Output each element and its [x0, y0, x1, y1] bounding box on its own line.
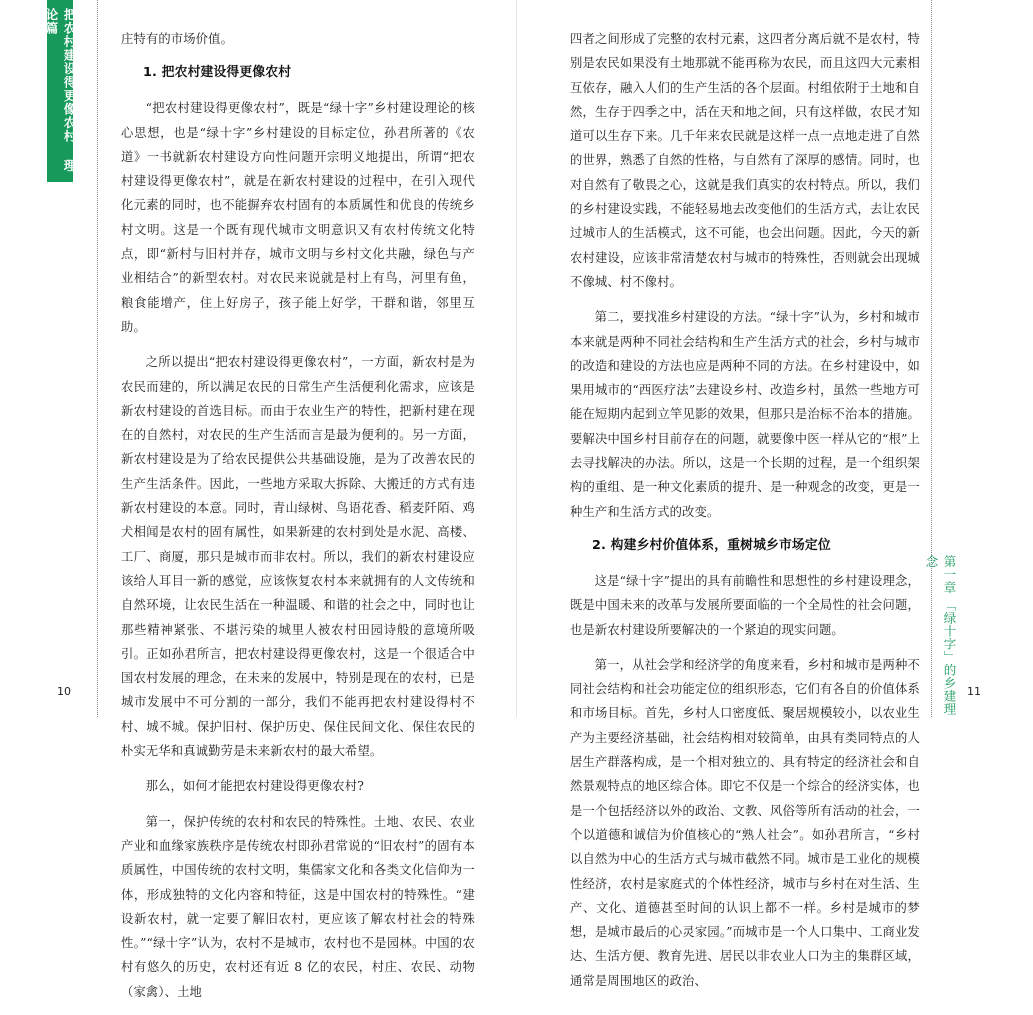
- body-paragraph: “把农村建设得更像农村”，既是“绿十字”乡村建设理论的核心思想，也是“绿十字”乡村建设的目标定位，孙君所著的《农道》一书就新农村建设方向性问题开宗明义地提出，所谓“把农村建设得更像农村”，就是在新农村建设的过程中，在引入现代化元素的同时，也不能摒弃农村固有的本质属性和优良的传统乡村文明。这是一个既有现代城市文明意识又有农村传统文化特点，即“新村与旧村并存，城市文明与乡村文化共融，绿色与产业相结合”的新型农村。对农民来说就是村上有鸟，河里有鱼，粮食能增产，住上好房子，孩子能上好学，干群和谐，邻里互助。: [121, 101, 475, 334]
- body-paragraph: 那么，如何才能把农村建设得更像农村?: [145, 779, 364, 794]
- right-side-tab: 第一章 「绿十字」的乡建理念: [924, 555, 957, 716]
- section-heading: 1. 把农村建设得更像农村: [143, 65, 292, 81]
- right-page-number: 11: [967, 685, 981, 698]
- left-page: [0, 0, 516, 999]
- body-paragraph: 第二，要找准乡村建设的方法。“绿十字”认为，乡村和城市本来就是两种不同社会结构和生产生活方式的社会，乡村与城市的改造和建设的方法也应是两种不同的方法。在乡村建设中，如果用城市的“西医疗法”去建设乡村、改造乡村，虽然一些地方可能在短期内起到立竿见影的效果，但那只是治标不治本的措施。要解决中国乡村目前存在的问题，就要像中医一样从它的“根”上去寻找解决的办法。所以，这是一个长期的过程，是一个组织架构的重组、是一种文化素质的提升、是一种观念的改变，更是一种生产和生活方式的改变。: [570, 310, 920, 519]
- left-text-column: [121, 27, 475, 1015]
- body-paragraph: 这是“绿十字”提出的具有前瞻性和思想性的乡村建设理念，既是中国未来的改革与发展所要面临的一个全局性的社会问题，也是新农村建设所要解决的一个紧迫的现实问题。: [570, 573, 920, 637]
- left-side-tab: 把农村建设得更像农村 理论篇: [47, 0, 73, 182]
- left-page-number: 10: [57, 685, 71, 698]
- right-text-column: [570, 27, 920, 1004]
- body-paragraph: 第一，从社会学和经济学的角度来看，乡村和城市是两种不同社会结构和社会功能定位的组织形态，它们有各自的价值体系和市场目标。首先，乡村人口密度低、聚居规模较小，以农业生产为主要经济基础，社会结构相对较简单，由具有类同特点的人居生产群落构成，是一个相对独立的、具有特定的经济社会和自然景观特点的地区综合体。即它不仅是一个综合的经济实体，也是一个包括经济以外的政治、文教、风俗等所有活动的社会，一个以道德和诚信为价值核心的“熟人社会”。如孙君所言，“乡村以自然为中心的生活方式与城市截然不同。城市是工业化的规模性经济，农村是家庭式的个体性经济，城市与乡村在对生活、生产、文化、道德甚至时间的认识上都不一样。乡村是城市的梦想，是城市最后的心灵家园。”而城市是一个人口集中、工商业发达、生活方便、教育先进、居民以非农业人口为主的集群区域，通常是周围地区的政治、: [570, 657, 920, 988]
- right-dotted-rule: [931, 0, 932, 717]
- body-paragraph: 之所以提出“把农村建设得更像农村”，一方面，新农村是为农民而建的，所以满足农民的日常生产生活便利化需求，应该是新农村建设的首选目标。而由于农业生产的特性，把新村建在现在的自然村，对农民的生产生活而言是最为便利的。另一方面，新农村建设是为了给农民提供公共基础设施，是为了改善农民的生产生活条件。因此，一些地方采取大拆除、大搬迁的方式有违新农村建设的本意。同时，青山绿树、鸟语花香、稻麦阡陌、鸡犬相闻是农村的固有属性，如果新建的农村到处是水泥、高楼、工厂、商厦，那只是城市而非农村。所以，我们的新农村建设应该给人耳目一新的感觉，应该恢复农村本来就拥有的人文传统和自然环境，让农民生活在一种温暖、和谐的社会之中，同时也让那些精神紧张、不堪污染的城里人被农村田园诗般的意境所吸引。正如孙君所言，把农村建设得更像农村，这是一个很适合中国农村发展的理念，在未来的发展中，特别是现在的农村，已是城市发展中不可分割的一部分，我们不能再把农村建设得村不村、城不城。保护旧村、保护历史、保住民间文化、保住农民的朴实无华和真诚勤劳是未来新农村的最大希望。: [121, 355, 475, 759]
- body-paragraph: 第一，保护传统的农村和农民的特殊性。土地、农民、农业产业和血缘家族秩序是传统农村即孙君常说的“旧农村”的固有本质属性，中国传统的农村文明，集儒家文化和各类文化信仰为一体，形成独特的文化内容和特征，这是中国农村的特殊性。“建设新农村，就一定要了解旧农村，更应该了解农村社会的特殊性。”“绿十字”认为，农村不是城市，农村也不是园林。中国的农村有悠久的历史，农村还有近 8 亿的农民，村庄、农民、动物（家禽）、土地: [121, 814, 475, 999]
- left-dotted-rule: [97, 0, 98, 717]
- section-heading: 2. 构建乡村价值体系，重树城乡市场定位: [592, 537, 831, 553]
- body-paragraph: 四者之间形成了完整的农村元素，这四者分离后就不是农村，特别是农民如果没有土地那就不能再称为农民，而且这四大元素相互依存，融入人们的生产生活的各个层面。村组依附于土地和自然，生存于四季之中，活在天和地之间，只有这样做，农民才知道可以生存下来。几千年来农民就是这样一点一点地走进了自然的世界，熟悉了自然的性格，与自然有了深厚的感情。同时，也对自然有了敬畏之心，这就是我们真实的农村特点。所以，我们的乡村建设实践，不能轻易地去改变他们的生活方式，去让农民过城市人的生活模式，这不可能，也会出问题。因此，今天的新农村建设，应该非常清楚农村与城市的特殊性，否则就会出现城不像城、村不像村。: [570, 32, 920, 289]
- body-paragraph: 庄特有的市场价值。: [121, 32, 234, 46]
